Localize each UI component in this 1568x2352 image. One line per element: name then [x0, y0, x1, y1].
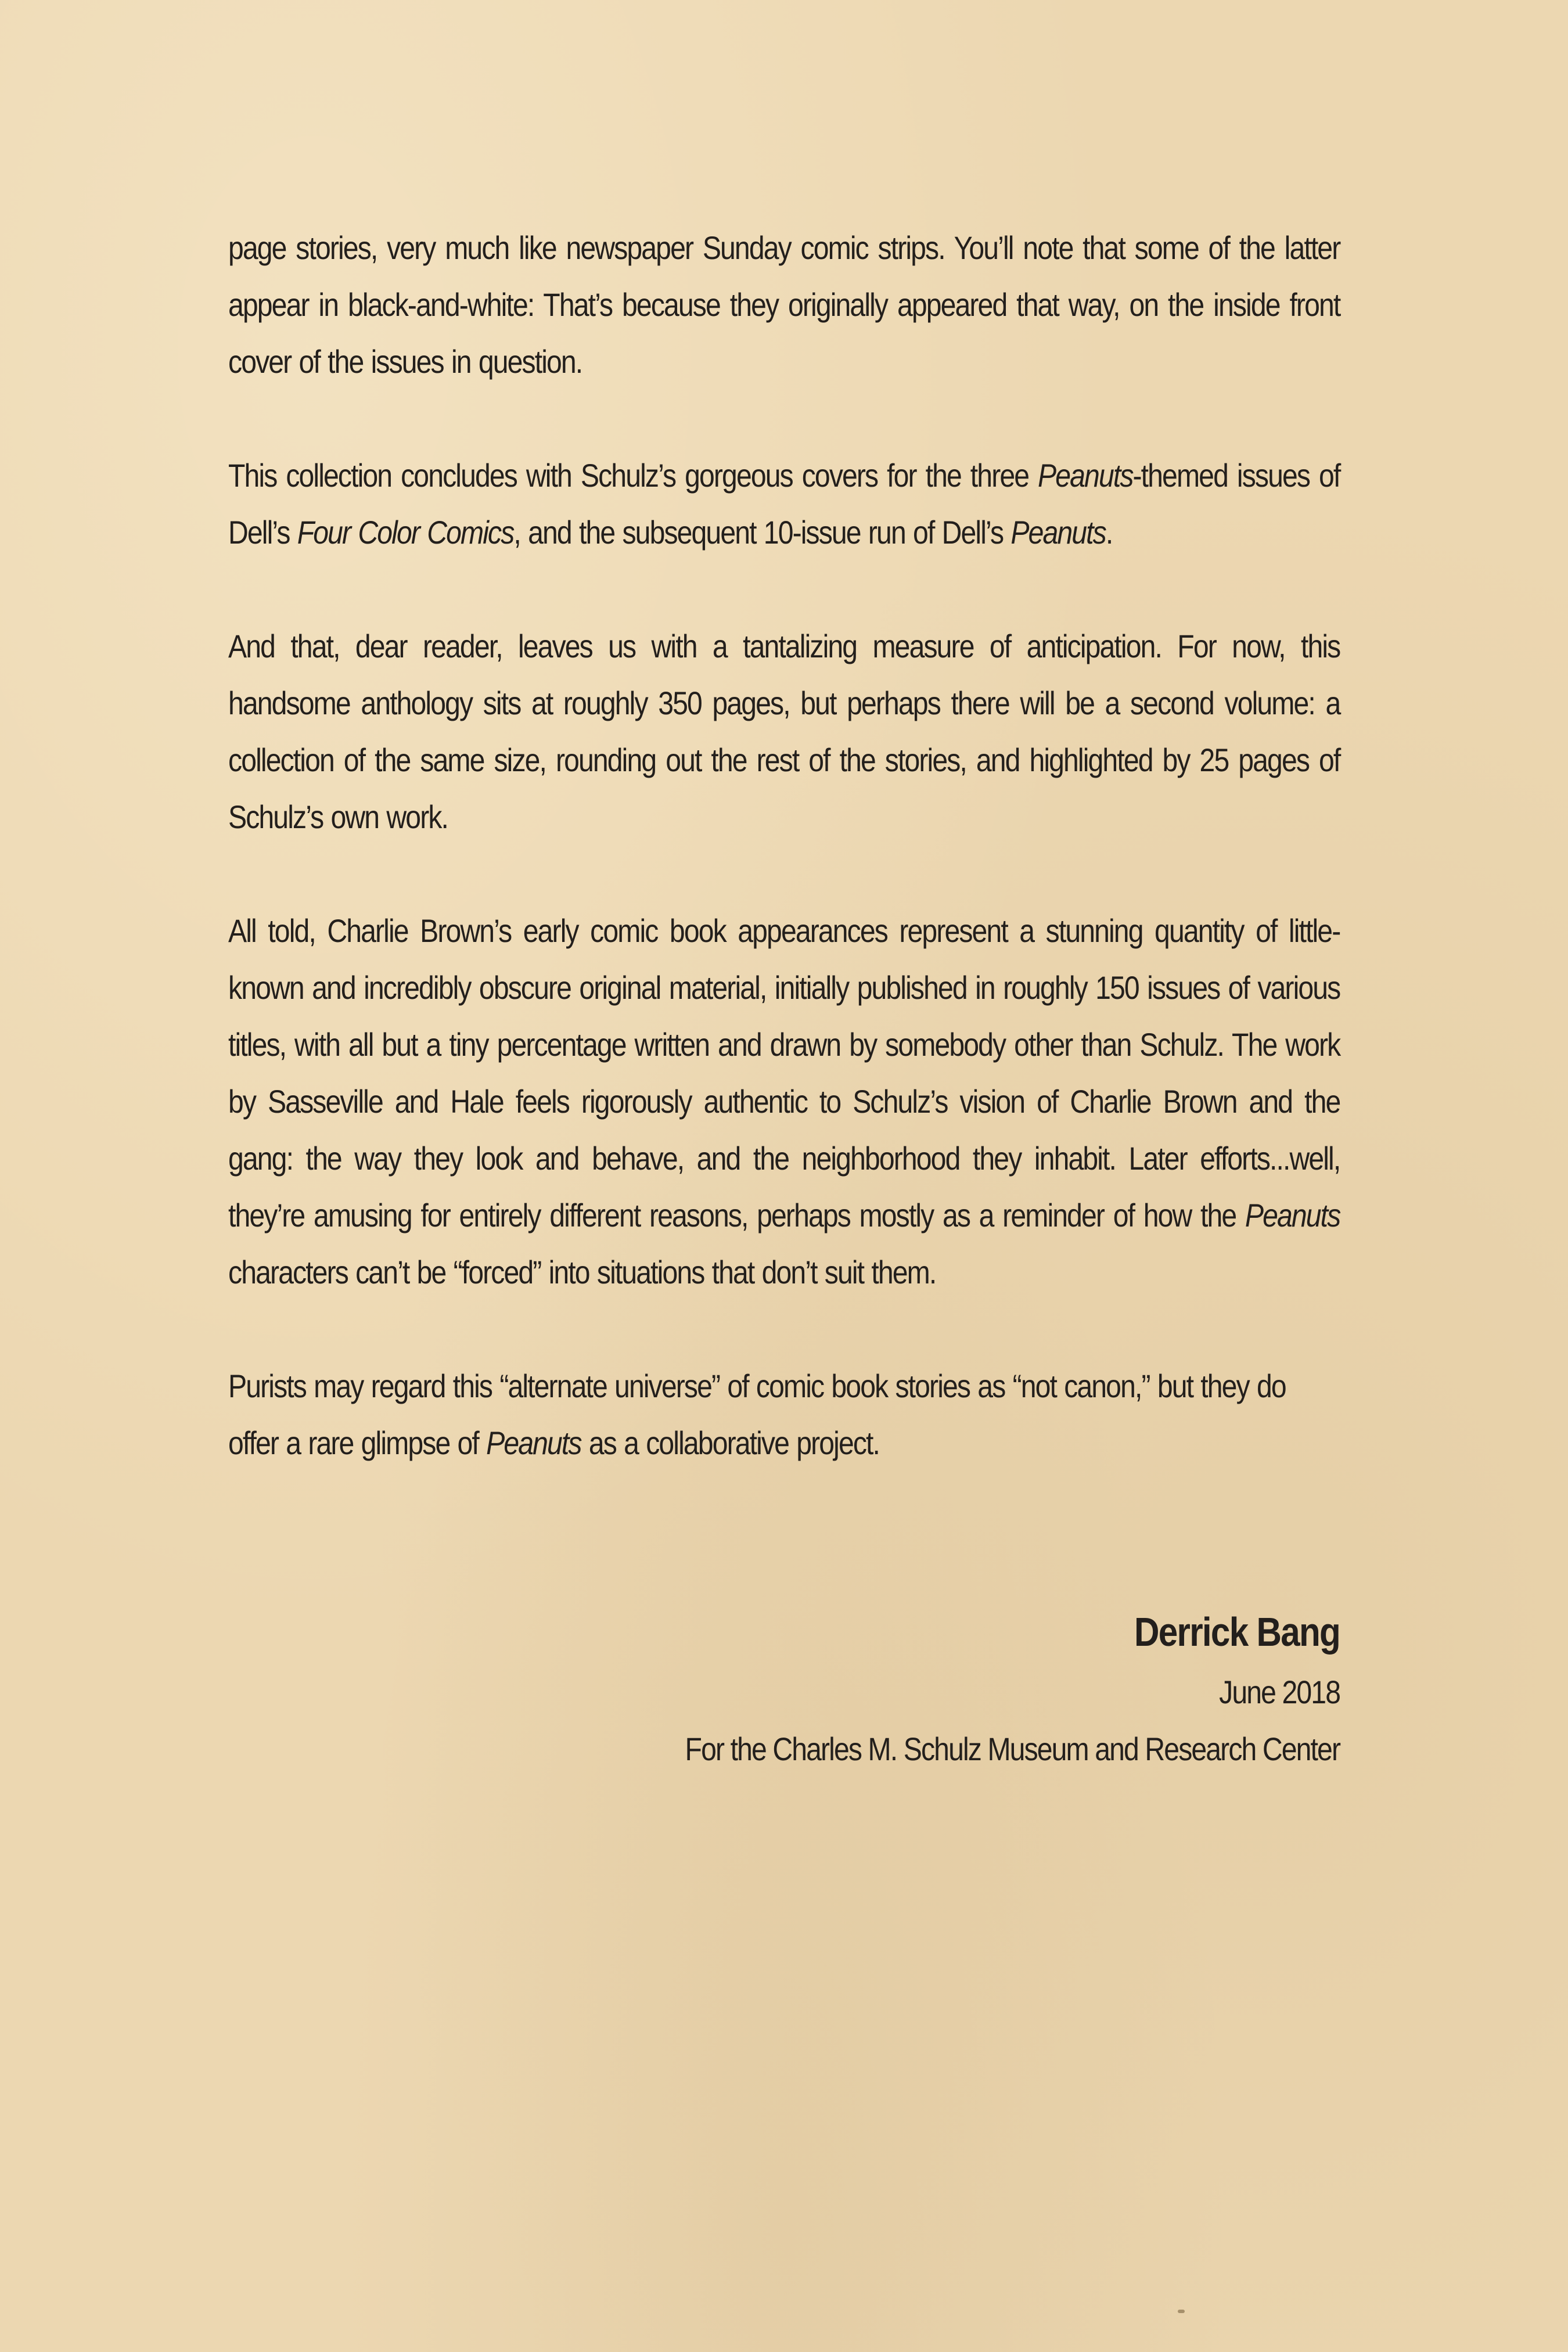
body-paragraph [228, 1358, 1340, 1472]
author-signature-block [578, 1600, 1340, 1778]
paragraph-text: characters can’t be “forced” into situations that don’t suit them. [228, 1254, 936, 1290]
paragraph-text: And that, dear reader, leaves us with a tantalizing measure of anticipation. For now, this handsome anthology sits at roughly 350 pages, but perhaps there will be a second volume: a collection of the same size, rounding out the rest of the stories, and highlighted by 25 pages of Schulz’s own work. [228, 628, 1340, 835]
paragraph-text: This collection concludes with Schulz’s gorgeous covers for the three [228, 457, 1038, 494]
body-paragraph [228, 447, 1340, 561]
paper-speck [1178, 2310, 1185, 2313]
paragraph-text: page stories, very much like newspaper Sunday comic strips. You’ll note that some of the latter appear in black-and-white: That’s because they originally appeared that way, on the inside front cover of the issues in question. [228, 229, 1340, 380]
italic-title: Peanuts [1038, 457, 1133, 494]
author-affiliation: For the Charles M. Schulz Museum and Research Center [685, 1731, 1340, 1767]
body-paragraph [228, 902, 1340, 1301]
author-name: Derrick Bang [1134, 1609, 1340, 1655]
body-paragraph [228, 220, 1340, 390]
paragraph-text: . [1105, 514, 1113, 551]
signature-date: June 2018 [1219, 1674, 1340, 1710]
article-body [228, 220, 1340, 1529]
italic-title: Peanuts [486, 1425, 581, 1461]
italic-title: Peanuts [1245, 1197, 1340, 1233]
italic-title: Peanuts [1010, 514, 1106, 551]
paragraph-text: , and the subsequent 10-issue run of Dell’s [513, 514, 1011, 551]
paragraph-text: Purists may regard this “alternate universe” of comic book stories as “not canon,” but they do offer a rare glimpse of [228, 1368, 1286, 1461]
paragraph-text: All told, Charlie Brown’s early comic book appearances represent a stunning quantity of little-known and incredibly obscure original material, initially published in roughly 150 issues of various titles, with all but a tiny percentage written and drawn by somebody other than Schulz. The work by Sasseville and Hale feels rigorously authentic to Schulz’s vision of Charlie Brown and the gang: the way they look and behave, and the neighborhood they inhabit. Later efforts...well, they’re amusing for entirely different reasons, perhaps mostly as a reminder of how the [228, 912, 1340, 1233]
paragraph-text: as a collaborative project. [581, 1425, 880, 1461]
italic-title: Four Color Comics [297, 514, 514, 551]
body-paragraph [228, 618, 1340, 846]
paragraph-text: -themed issues of Dell’s [228, 457, 1340, 551]
